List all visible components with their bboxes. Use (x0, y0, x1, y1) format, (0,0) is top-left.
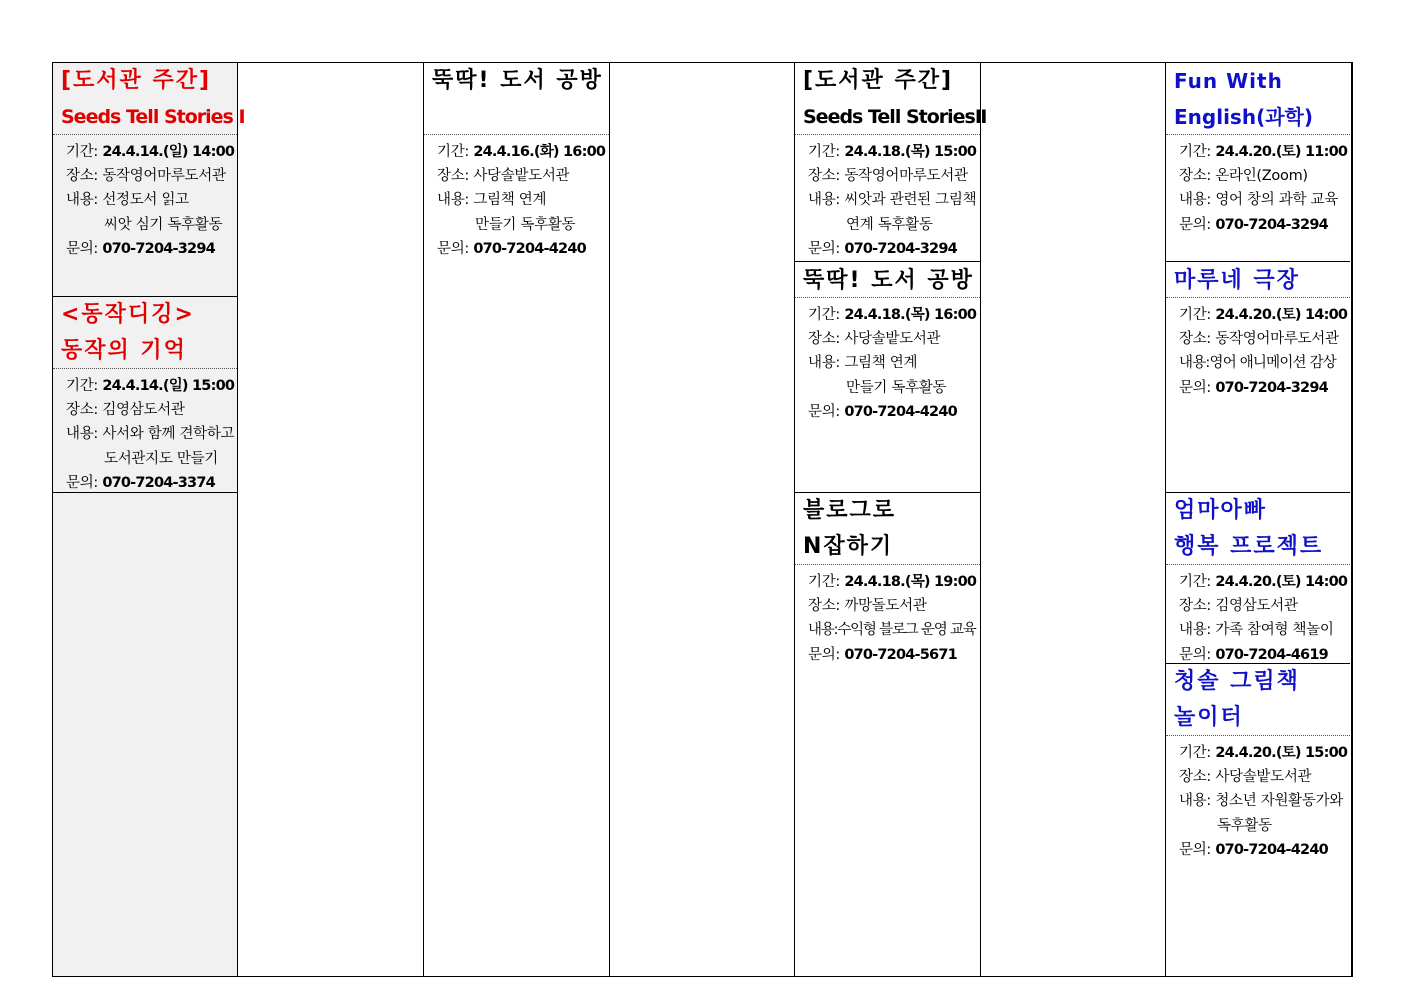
event-content-row (808, 351, 980, 375)
place-value: 동작영어마루도서관 (102, 168, 226, 185)
event-content-row (808, 188, 980, 212)
place-value: 사당솔밭도서관 (844, 331, 941, 348)
event-content-row (66, 188, 237, 212)
period-value: 24.4.14.(일) 14:00 (102, 144, 235, 160)
content-value: 독후활동 (1217, 817, 1272, 834)
place-value: 사당솔밭도서관 (1215, 769, 1312, 786)
event-period-row (1179, 570, 1350, 594)
content-value: 씨앗 심기 독후활동 (104, 216, 223, 233)
content-value: 연계 독후활동 (846, 216, 933, 233)
event-title (795, 262, 980, 298)
period-value: 24.4.18.(목) 15:00 (844, 144, 977, 160)
event-contact-row (1179, 213, 1350, 237)
contact-label: 문의: (437, 240, 469, 257)
place-value: 김영삼도서관 (102, 402, 185, 419)
event-card (53, 297, 237, 493)
calendar-column-6 (981, 63, 1166, 976)
content-label: 내용: (66, 192, 98, 209)
event-details (795, 135, 980, 261)
contact-label: 문의: (1179, 379, 1211, 396)
event-title-line: 마루네 극장 (1174, 268, 1300, 293)
contact-label: 문의: (1179, 216, 1211, 233)
content-label: 내용: (808, 192, 840, 209)
contact-value: 070-7204-4619 (1215, 646, 1328, 663)
event-title-line: 놀이터 (1174, 705, 1244, 730)
contact-value: 070-7204-3294 (844, 240, 957, 257)
event-title-line: 뚝딱! 도서 공방 (803, 268, 974, 293)
place-value: 까망돌도서관 (844, 598, 927, 615)
contact-label: 문의: (1179, 646, 1211, 663)
content-value: 그림책 연계 (844, 355, 918, 372)
content-label: 내용: (66, 426, 98, 443)
content-value: 도서관지도 만들기 (104, 450, 218, 467)
period-value: 24.4.16.(화) 16:00 (473, 144, 606, 160)
place-value: 동작영어마루도서관 (844, 168, 968, 185)
event-place-row (1179, 594, 1350, 618)
content-value: 그림책 연계 (473, 192, 547, 209)
event-details (1166, 298, 1350, 400)
calendar-grid (52, 62, 1353, 977)
event-content-row-cont (808, 213, 980, 237)
contact-value: 070-7204-3294 (102, 240, 215, 257)
event-period-row (808, 303, 980, 327)
contact-value: 070-7204-4240 (1215, 841, 1328, 858)
event-title (424, 63, 609, 135)
event-contact-row (1179, 376, 1350, 400)
event-details (424, 135, 609, 261)
contact-value: 070-7204-4240 (473, 240, 586, 257)
event-details (1166, 135, 1350, 237)
period-value: 24.4.20.(토) 11:00 (1215, 144, 1348, 160)
event-place-row (1179, 327, 1350, 351)
event-card (424, 63, 609, 263)
event-title-line: Seeds Tell Stories Ⅰ (61, 106, 245, 128)
calendar-column-7 (1166, 63, 1350, 976)
period-label: 기간: (808, 144, 840, 160)
place-label: 장소: (1179, 769, 1211, 786)
content-label: 내용: (1179, 622, 1211, 639)
period-label: 기간: (808, 574, 840, 590)
event-contact-row (808, 400, 980, 424)
period-label: 기간: (1179, 745, 1211, 761)
period-value: 24.4.20.(토) 14:00 (1215, 307, 1348, 323)
contact-value: 070-7204-4240 (844, 403, 957, 420)
event-content-row (1179, 351, 1350, 375)
event-place-row (1179, 765, 1350, 789)
event-card (795, 63, 987, 261)
event-contact-row (66, 237, 237, 261)
content-value: 만들기 독후활동 (475, 216, 576, 233)
event-title-line: N잡하기 (803, 534, 894, 559)
event-card (795, 261, 980, 493)
contact-label: 문의: (1179, 841, 1211, 858)
contact-label: 문의: (808, 403, 840, 420)
period-label: 기간: (1179, 144, 1211, 160)
period-label: 기간: (66, 144, 98, 160)
event-details (53, 135, 237, 261)
event-contact-row (808, 237, 980, 261)
event-title-line: 엄마아빠 (1174, 498, 1268, 523)
place-label: 장소: (1179, 331, 1211, 348)
event-details (1166, 736, 1350, 862)
content-label: 내용: (437, 192, 469, 209)
event-content-row (1179, 789, 1350, 813)
event-card (1166, 493, 1350, 664)
event-title-line: 뚝딱! 도서 공방 (432, 68, 603, 93)
contact-value: 070-7204-3374 (102, 474, 215, 491)
event-title-line: [도서관 주간] (61, 68, 212, 93)
calendar-column-3 (424, 63, 610, 976)
event-card (1166, 261, 1350, 493)
event-title-line: Seeds Tell StoriesⅡ (803, 106, 987, 128)
place-label: 장소: (66, 168, 98, 185)
calendar-column-2 (238, 63, 424, 976)
event-place-row (66, 164, 237, 188)
event-period-row (808, 570, 980, 594)
content-value: 만들기 독후활동 (846, 379, 947, 396)
event-period-row (1179, 140, 1350, 164)
place-label: 장소: (437, 168, 469, 185)
event-place-row (808, 164, 980, 188)
content-value: 청소년 자원활동가와 (1215, 793, 1343, 810)
event-title (795, 493, 980, 565)
event-details (795, 565, 980, 667)
event-period-row (66, 374, 237, 398)
contact-label: 문의: (808, 240, 840, 257)
place-label: 장소: (808, 598, 840, 615)
event-place-row (808, 327, 980, 351)
content-label: 내용: (1179, 793, 1211, 810)
event-title-line: 블로그로 (803, 498, 897, 523)
event-content-row (1179, 618, 1350, 642)
period-value: 24.4.20.(토) 14:00 (1215, 574, 1348, 590)
event-title-line: 청솔 그림책 (1174, 669, 1300, 694)
event-title (53, 297, 237, 369)
period-label: 기간: (66, 378, 98, 394)
calendar-column-5 (795, 63, 987, 976)
place-value: 김영삼도서관 (1215, 598, 1298, 615)
event-content-row-cont (66, 447, 237, 471)
event-title-line: <동작디깅> (61, 302, 195, 327)
event-contact-row (1179, 838, 1350, 862)
event-content-row-cont (66, 213, 237, 237)
calendar-column-4 (610, 63, 795, 976)
event-title-line: 행복 프로젝트 (1174, 534, 1324, 559)
place-value: 온라인(Zoom) (1215, 168, 1308, 185)
content-value: 영어 창의 과학 교육 (1215, 192, 1338, 209)
event-card (1166, 664, 1350, 904)
event-period-row (1179, 741, 1350, 765)
content-value: 수익형 블로그 운영 교육 (837, 622, 976, 639)
event-details (1166, 565, 1350, 667)
content-label: 내용: (808, 355, 840, 372)
event-period-row (808, 140, 980, 164)
event-content-row (437, 188, 609, 212)
event-title-line: 동작의 기억 (61, 338, 187, 363)
event-title (1166, 664, 1350, 736)
event-card (53, 63, 245, 297)
period-label: 기간: (437, 144, 469, 160)
place-label: 장소: (808, 168, 840, 185)
place-label: 장소: (1179, 598, 1211, 615)
event-card (1166, 63, 1350, 261)
event-period-row (1179, 303, 1350, 327)
event-title (1166, 63, 1350, 135)
event-title-line: English(과학) (1174, 105, 1313, 129)
contact-label: 문의: (66, 240, 98, 257)
content-value: 선정도서 읽고 (102, 192, 189, 209)
content-label: 내용: (1179, 355, 1210, 372)
event-period-row (437, 140, 609, 164)
content-label: 내용: (1179, 192, 1211, 209)
contact-label: 문의: (66, 474, 98, 491)
event-card (795, 493, 980, 693)
content-label: 내용: (808, 622, 838, 639)
period-label: 기간: (808, 307, 840, 323)
event-content-row-cont (1179, 814, 1350, 838)
event-title (1166, 262, 1350, 298)
content-value: 영어 애니메이션 감상 (1209, 355, 1336, 372)
period-label: 기간: (1179, 307, 1211, 323)
event-title (1166, 493, 1350, 565)
event-place-row (437, 164, 609, 188)
event-title (53, 63, 245, 135)
event-content-row-cont (808, 376, 980, 400)
content-value: 가족 참여형 책놀이 (1215, 622, 1334, 639)
event-details (53, 369, 237, 495)
place-label: 장소: (808, 331, 840, 348)
place-value: 동작영어마루도서관 (1215, 331, 1339, 348)
event-title (795, 63, 987, 135)
event-contact-row (808, 643, 980, 667)
content-value: 사서와 함께 견학하고 (102, 426, 235, 443)
event-content-row (1179, 188, 1350, 212)
contact-value: 070-7204-5671 (844, 646, 957, 663)
content-value: 씨앗과 관련된 그림책 (844, 192, 977, 209)
event-contact-row (66, 471, 237, 495)
event-content-row (808, 618, 980, 642)
contact-value: 070-7204-3294 (1215, 216, 1328, 233)
event-content-row (66, 422, 237, 446)
period-label: 기간: (1179, 574, 1211, 590)
event-place-row (808, 594, 980, 618)
place-value: 사당솔밭도서관 (473, 168, 570, 185)
contact-label: 문의: (808, 646, 840, 663)
place-label: 장소: (1179, 168, 1211, 185)
calendar-column-1 (53, 63, 245, 976)
event-details (795, 298, 980, 424)
event-place-row (66, 398, 237, 422)
period-value: 24.4.18.(목) 16:00 (844, 307, 977, 323)
event-title-line: Fun With (1174, 69, 1283, 93)
contact-value: 070-7204-3294 (1215, 379, 1328, 396)
event-place-row (1179, 164, 1350, 188)
period-value: 24.4.18.(목) 19:00 (844, 574, 977, 590)
period-value: 24.4.14.(일) 15:00 (102, 378, 235, 394)
event-contact-row (437, 237, 609, 261)
event-title-line: [도서관 주간] (803, 68, 954, 93)
place-label: 장소: (66, 402, 98, 419)
event-content-row-cont (437, 213, 609, 237)
period-value: 24.4.20.(토) 15:00 (1215, 745, 1348, 761)
event-period-row (66, 140, 237, 164)
